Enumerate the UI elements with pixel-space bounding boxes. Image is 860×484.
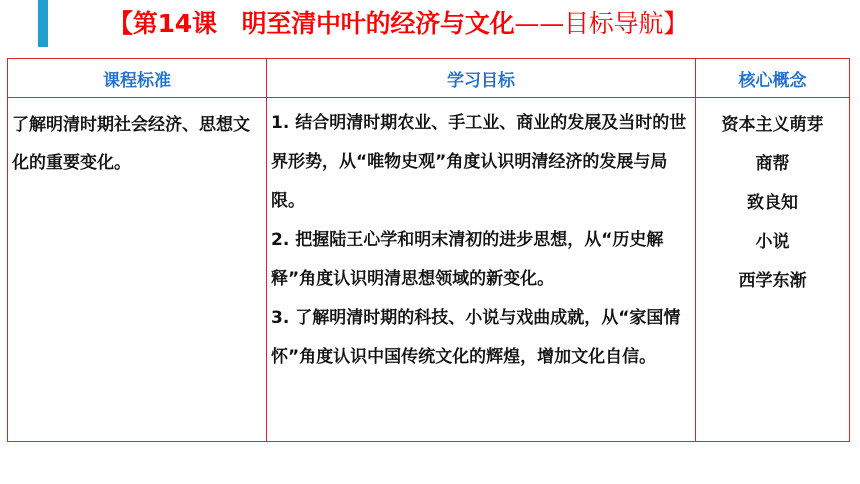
- course-standard-cell: 了解明清时期社会经济、思想文化的重要变化。: [8, 98, 267, 442]
- header-course-standard: 课程标准: [8, 59, 267, 98]
- concept-item: 小说: [755, 232, 790, 252]
- concept-item: 西学东渐: [738, 271, 807, 291]
- learning-goal-2: 2. 把握陆王心学和明末清初的进步思想，从“历史解释”角度认识明清思想领域的新变化。: [271, 230, 664, 289]
- title-main: 【第14课 明至清中叶的经济与文化: [108, 9, 515, 38]
- header-learning-goals: 学习目标: [267, 59, 696, 98]
- concept-item: 资本主义萌芽: [721, 115, 824, 135]
- table-row: [8, 98, 850, 442]
- learning-goals-cell: [267, 98, 696, 442]
- concept-item: 致良知: [747, 193, 798, 213]
- header-core-concepts: 核心概念: [696, 59, 850, 98]
- slide-title: [108, 8, 768, 40]
- core-concepts-cell: [696, 98, 850, 442]
- accent-bar: [38, 0, 48, 47]
- table-header-row: [8, 59, 850, 98]
- concept-item: 商帮: [755, 154, 790, 174]
- lesson-table: [7, 58, 850, 442]
- learning-goal-3: 3. 了解明清时期的科技、小说与戏曲成就，从“家国情怀”角度认识中国传统文化的辉煌，增加文化自信。: [271, 308, 681, 367]
- title-suffix: ——目标导航】: [514, 9, 689, 38]
- learning-goal-1: 1. 结合明清时期农业、手工业、商业的发展及当时的世界形势，从“唯物史观”角度认识明清经济的发展与局限。: [271, 113, 687, 211]
